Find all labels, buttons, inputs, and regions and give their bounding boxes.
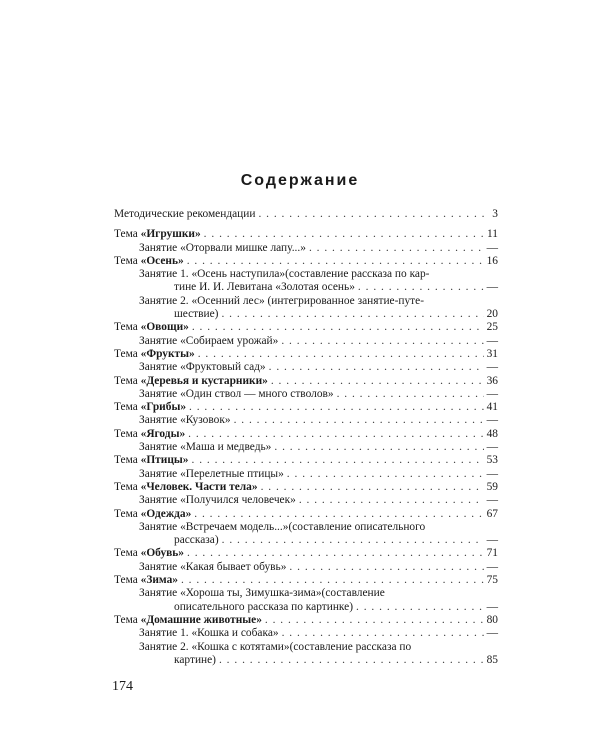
toc-entry-prefix: Методические рекомендации (114, 208, 256, 220)
toc-page-number: 75 (486, 574, 498, 587)
toc-topic (114, 375, 498, 388)
toc-entry-text (139, 388, 334, 401)
toc-entry-continuation: тине И. И. Левитана «Золотая осень» (174, 281, 355, 294)
dot-leader (356, 601, 484, 614)
toc-lesson (114, 641, 498, 668)
toc-line (139, 534, 498, 547)
toc-entry-text (139, 242, 306, 255)
dot-leader (192, 321, 484, 334)
toc-topic-name: «Зима» (140, 574, 178, 587)
toc-page-number: 20 (486, 308, 498, 321)
dot-leader (181, 574, 484, 587)
toc-entry-text (114, 208, 255, 221)
toc-entry-prefix: Тема (114, 347, 141, 360)
dot-leader (192, 454, 484, 467)
dot-leader (337, 388, 484, 401)
dot-leader (221, 308, 483, 321)
toc-page-number: — (486, 560, 498, 573)
toc-page-number: 36 (486, 374, 498, 387)
toc-topic-name: «Овощи» (140, 321, 189, 334)
toc-topic-name: «Домашние животные» (140, 613, 262, 626)
toc-page-number: — (486, 494, 498, 507)
toc-line (139, 295, 498, 308)
page-number: 174 (112, 679, 133, 694)
toc-entry-prefix: Занятие «Хороша ты, Зимушка-зима»(составление (139, 587, 385, 600)
toc-lesson (114, 521, 498, 548)
toc-entry-prefix: Тема (114, 254, 141, 267)
toc-entry-text (114, 348, 195, 361)
toc-lesson (114, 361, 498, 374)
dot-leader (194, 508, 483, 521)
toc-entry-text (114, 401, 186, 414)
toc-topic-name: «Игрушки» (140, 228, 201, 241)
toc-topic (114, 321, 498, 334)
dot-leader (265, 614, 484, 627)
toc-entry-prefix: Тема (114, 228, 141, 241)
toc-line (139, 308, 498, 321)
toc-entry-text (114, 428, 185, 441)
toc-entry-prefix: Занятие «Один ствол — много стволов» (139, 387, 334, 400)
toc-entry-prefix: Занятие «Фруктовый сад» (139, 361, 266, 374)
toc-entry-continuation: картине) (174, 653, 216, 666)
toc-entry-text (139, 295, 424, 308)
toc-line (139, 268, 498, 281)
dot-leader (289, 561, 483, 574)
toc-entry-text (139, 335, 278, 348)
toc-entry-text (114, 547, 184, 560)
toc-topic (114, 574, 498, 587)
toc-entry-text (114, 375, 268, 388)
toc-page-number: 25 (486, 321, 498, 334)
toc-entry-prefix: Тема (114, 547, 141, 560)
toc-page-number: — (486, 441, 498, 454)
dot-leader (204, 228, 484, 241)
toc-page-number: 16 (486, 254, 498, 267)
toc-entry-text (139, 494, 296, 507)
toc-entry-text (114, 454, 189, 467)
toc-entry-text (139, 561, 286, 574)
toc-entry-prefix: Тема (114, 427, 141, 440)
toc-entry-prefix: Тема (114, 574, 141, 587)
toc-page-number: 31 (486, 347, 498, 360)
toc-page-number: 71 (486, 547, 498, 560)
toc-line (139, 601, 498, 614)
toc-entry-text (114, 614, 262, 627)
toc-lesson (114, 587, 498, 614)
toc-page-number: — (486, 467, 498, 480)
toc-lesson (114, 335, 498, 348)
toc-lesson (114, 468, 498, 481)
toc-page-number: 59 (486, 480, 498, 493)
toc-topic (114, 348, 498, 361)
toc-entry-text (114, 228, 201, 241)
toc-topic-name: «Фрукты» (140, 347, 195, 360)
toc-page-number: — (486, 627, 498, 640)
toc-entry-text (139, 627, 279, 640)
toc-entry-text (114, 574, 178, 587)
toc-entry-prefix: Занятие 2. «Осенний лес» (интегрированное занятие-путе- (139, 294, 425, 307)
toc-entry-text (139, 468, 284, 481)
toc-entry-text (114, 508, 191, 521)
toc-entry-prefix: Занятие «Получился человечек» (139, 494, 296, 507)
page-title: Содержание (240, 172, 360, 189)
toc-entry-continuation: шествие) (174, 308, 219, 321)
toc-entry-text (114, 481, 258, 494)
toc-entry-text (139, 361, 266, 374)
toc-lesson (114, 388, 498, 401)
dot-leader (187, 255, 484, 268)
toc-page-number: 67 (486, 507, 498, 520)
toc-entry-prefix: Тема (114, 507, 141, 520)
toc-topic-name: «Птицы» (140, 454, 189, 467)
dot-leader (274, 441, 483, 454)
toc-topic (114, 454, 498, 467)
toc-entry-text (114, 255, 184, 268)
toc-entry-text (139, 521, 425, 534)
toc-entry-prefix: Тема (114, 454, 141, 467)
toc-topic-name: «Деревья и кустарники» (140, 374, 268, 387)
toc-topic-name: «Ягоды» (140, 427, 186, 440)
toc-topic-name: «Обувь» (140, 547, 185, 560)
toc-entry-text (139, 587, 385, 600)
toc-entry-text (139, 268, 429, 281)
toc-page-number: — (486, 361, 498, 374)
toc-entry-prefix: Занятие 1. «Кошка и собака» (139, 627, 279, 640)
toc-lesson (114, 494, 498, 507)
toc-lesson (114, 242, 498, 255)
toc-topic (114, 481, 498, 494)
toc-page-number: 53 (486, 454, 498, 467)
dot-leader (187, 547, 484, 560)
toc-topic (114, 401, 498, 414)
toc-entry-text (114, 321, 189, 334)
toc-page-number: 3 (492, 208, 498, 220)
toc-entry-prefix: Занятие «Встречаем модель...»(составление описательного (139, 520, 426, 533)
toc-entry-prefix: Занятие 1. «Осень наступила»(составление рассказа по кар- (139, 268, 430, 281)
toc-lesson (114, 295, 498, 322)
toc-page-number: — (486, 600, 498, 613)
toc-entry-continuation: рассказа) (174, 534, 219, 547)
toc-entry-prefix: Занятие «Оторвали мишке лапу...» (139, 241, 306, 254)
dot-leader (281, 335, 483, 348)
dot-leader (219, 654, 484, 667)
toc-entry-prefix: Занятие «Кузовок» (139, 414, 231, 427)
toc-page-number: 41 (486, 401, 498, 414)
dot-leader (188, 428, 483, 441)
toc-entry-text (139, 641, 411, 654)
dot-leader (358, 281, 484, 294)
toc-entry-prefix: Тема (114, 480, 141, 493)
toc-entry-prefix: Занятие 2. «Кошка с котятами»(составление рассказа по (139, 640, 412, 653)
toc-entry-prefix: Занятие «Какая бывает обувь» (139, 560, 287, 573)
dot-leader (287, 468, 484, 481)
toc-entry-continuation: описательного рассказа по картинке) (174, 600, 354, 613)
toc-entry-prefix: Занятие «Маша и медведь» (139, 441, 272, 454)
toc-intro (114, 208, 498, 221)
toc-line (139, 587, 498, 600)
toc-topic-name: «Грибы» (140, 401, 187, 414)
toc-page-number: 48 (486, 427, 498, 440)
dot-leader (198, 348, 484, 361)
toc-entry-text (139, 441, 271, 454)
toc-topic (114, 508, 498, 521)
toc-topic (114, 547, 498, 560)
dot-leader (271, 375, 484, 388)
dot-leader (282, 627, 484, 640)
toc-page-number: — (486, 334, 498, 347)
toc-lesson (114, 561, 498, 574)
dot-leader (261, 481, 484, 494)
dot-leader (269, 361, 484, 374)
toc-page-number: — (486, 414, 498, 427)
toc-line (139, 641, 498, 654)
toc-lesson (114, 627, 498, 640)
dot-leader (222, 534, 484, 547)
toc-lesson (114, 268, 498, 295)
toc-page-number: — (486, 387, 498, 400)
toc-page-number: 11 (487, 228, 498, 241)
toc-topic (114, 228, 498, 241)
toc-entry-prefix: Тема (114, 613, 141, 626)
toc-lesson (114, 414, 498, 427)
toc-lesson (114, 441, 498, 454)
toc-page-number: — (486, 534, 498, 547)
toc-topic-name: «Одежда» (140, 507, 192, 520)
toc-page-number: — (486, 281, 498, 294)
toc-topic (114, 614, 498, 627)
toc-entry-prefix: Тема (114, 321, 141, 334)
toc-entry-prefix: Тема (114, 401, 141, 414)
toc-entry-prefix: Тема (114, 374, 141, 387)
toc-line (139, 281, 498, 294)
toc-topic-name: «Человек. Части тела» (140, 480, 258, 493)
toc-topic-name: «Осень» (140, 254, 184, 267)
toc-page-number: 80 (486, 613, 498, 626)
dot-leader (299, 494, 484, 507)
toc-entry-prefix: Занятие «Собираем урожай» (139, 334, 279, 347)
dot-leader (258, 208, 485, 221)
dot-leader (234, 414, 484, 427)
toc-line (139, 521, 498, 534)
dot-leader (309, 242, 484, 255)
toc-entry-prefix: Занятие «Перелетные птицы» (139, 467, 284, 480)
table-of-contents (114, 208, 498, 667)
toc-page-number: — (486, 241, 498, 254)
toc-topic (114, 255, 498, 268)
toc-line (139, 654, 498, 667)
dot-leader (189, 401, 484, 414)
toc-topic (114, 428, 498, 441)
toc-entry-text (139, 414, 231, 427)
toc-page-number: 85 (486, 653, 498, 666)
